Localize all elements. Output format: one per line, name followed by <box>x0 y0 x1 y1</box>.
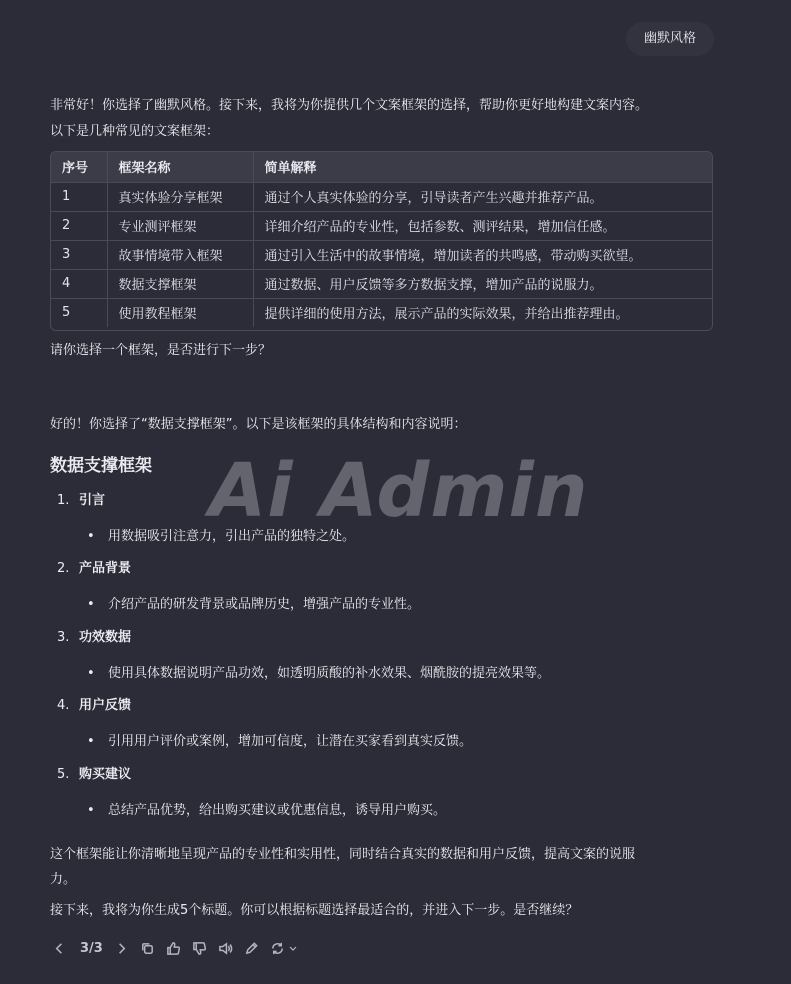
section-number: 3. <box>57 630 70 645</box>
question-text: 请你选择一个框架，是否进行下一步？ <box>50 343 272 358</box>
list-item <box>87 595 420 615</box>
chevron-down-icon[interactable] <box>287 939 299 957</box>
table-cell: 故事情境带入框架 <box>107 240 253 269</box>
section-number: 1. <box>57 493 70 508</box>
bullet-icon: • <box>87 734 95 749</box>
summary-line-2: 力。 <box>50 872 77 887</box>
bullet-icon: • <box>87 803 95 818</box>
message-toolbar <box>50 936 307 960</box>
header-name: 框架名称 <box>107 152 253 182</box>
section-heading <box>57 559 131 579</box>
table-cell: 真实体验分享框架 <box>107 182 253 211</box>
table-cell: 使用教程框架 <box>107 298 253 327</box>
table-cell: 2 <box>51 211 107 240</box>
table-row <box>51 240 712 269</box>
section-number: 5. <box>57 767 70 782</box>
table-cell: 专业测评框架 <box>107 211 253 240</box>
list-item <box>87 732 472 752</box>
section-title: 购买建议 <box>79 767 132 782</box>
table-cell: 4 <box>51 269 107 298</box>
section-number: 2. <box>57 561 70 576</box>
intro-line-2: 以下是几种常见的文案框架： <box>50 124 220 139</box>
section-title: 功效数据 <box>79 630 132 645</box>
watermark-logo: Ai Admin <box>209 448 589 534</box>
section-heading <box>57 765 131 785</box>
thumbs-up-icon[interactable] <box>165 939 183 957</box>
table-cell: 通过个人真实体验的分享，引导读者产生兴趣并推荐产品。 <box>253 182 712 211</box>
table-cell: 3 <box>51 240 107 269</box>
table-cell: 通过数据、用户反馈等多方数据支撑，增加产品的说服力。 <box>253 269 712 298</box>
copy-icon[interactable] <box>139 939 157 957</box>
section-heading <box>57 696 131 716</box>
bullet-icon: • <box>87 666 95 681</box>
section-heading <box>57 491 105 511</box>
next-step-text: 接下来，我将为你生成5个标题。你可以根据标题选择最适合的，并进入下一步。是否继续？ <box>50 903 579 918</box>
table-cell: 5 <box>51 298 107 327</box>
table-cell: 数据支撑框架 <box>107 269 253 298</box>
bullet-text: 引用用户评价或案例，增加可信度，让潜在买家看到真实反馈。 <box>108 734 473 749</box>
table-header-row <box>51 152 712 182</box>
bullet-text: 用数据吸引注意力，引出产品的独特之处。 <box>108 529 356 544</box>
response-counter: 3/3 <box>80 940 103 956</box>
regenerate-icon[interactable] <box>269 939 287 957</box>
table-row <box>51 298 712 327</box>
intro-line-1: 非常好！你选择了幽默风格。接下来，我将为你提供几个文案框架的选择，帮助你更好地构建文案内容。 <box>50 98 649 113</box>
list-item <box>87 801 446 821</box>
second-intro-text: 好的！你选择了“数据支撑框架”。以下是该框架的具体结构和内容说明： <box>50 417 467 432</box>
summary-line-1: 这个框架能让你清晰地呈现产品的专业性和实用性，同时结合真实的数据和用户反馈，提高文案的说服 <box>50 847 636 862</box>
table-cell: 1 <box>51 182 107 211</box>
header-index: 序号 <box>51 152 107 182</box>
section-title: 产品背景 <box>79 561 132 576</box>
thumbs-down-icon[interactable] <box>191 939 209 957</box>
table-cell: 详细介绍产品的专业性，包括参数、测评结果，增加信任感。 <box>253 211 712 240</box>
bullet-text: 总结产品优势，给出购买建议或优惠信息，诱导用户购买。 <box>108 803 447 818</box>
edit-icon[interactable] <box>243 939 261 957</box>
list-item <box>87 527 355 547</box>
chevron-left-icon[interactable] <box>50 939 68 957</box>
section-title: 用户反馈 <box>79 698 132 713</box>
user-message-bubble: 幽默风格 <box>626 22 714 56</box>
table-row <box>51 182 712 211</box>
framework-title: 数据支撑框架 <box>50 456 152 476</box>
section-heading <box>57 628 131 648</box>
bullet-text: 使用具体数据说明产品功效，如透明质酸的补水效果、烟酰胺的提亮效果等。 <box>108 666 551 681</box>
bullet-icon: • <box>87 529 95 544</box>
bullet-icon: • <box>87 597 95 612</box>
table-cell: 提供详细的使用方法，展示产品的实际效果，并给出推荐理由。 <box>264 307 629 323</box>
table-cell: 通过引入生活中的故事情境，增加读者的共鸣感，带动购买欲望。 <box>253 240 712 269</box>
list-item <box>87 664 550 684</box>
table-row <box>51 269 712 298</box>
table-row <box>51 211 712 240</box>
header-description: 简单解释 <box>253 152 712 182</box>
bullet-text: 介绍产品的研发背景或品牌历史，增强产品的专业性。 <box>108 597 421 612</box>
section-title: 引言 <box>79 493 106 508</box>
framework-table <box>50 151 713 331</box>
chevron-right-icon[interactable] <box>113 939 131 957</box>
speaker-icon[interactable] <box>217 939 235 957</box>
section-number: 4. <box>57 698 70 713</box>
